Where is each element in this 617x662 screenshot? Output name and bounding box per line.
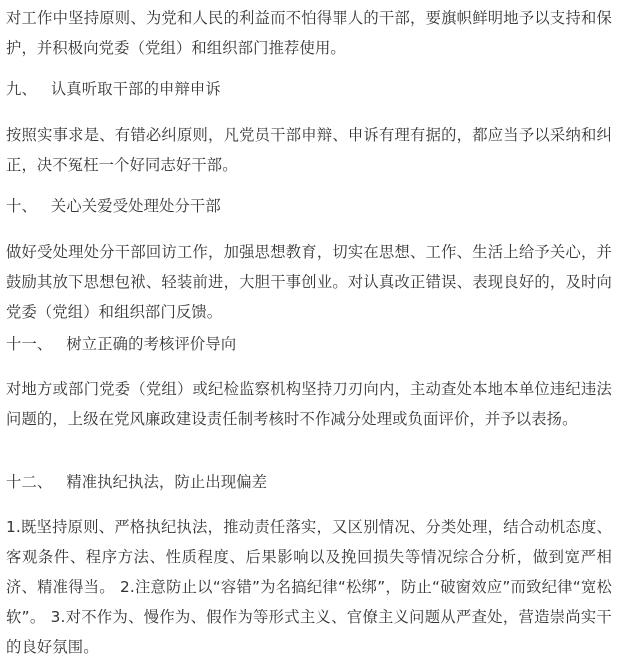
section-number: 九、 — [6, 80, 37, 98]
section-title: 精准执纪执法，防止出现偏差 — [66, 473, 268, 491]
section-body-9: 按照实事求是、有错必纠原则，凡党员干部申辩、申诉有理有据的，都应当予以采纳和纠正，决不冤枉一个好同志好干部。 — [6, 126, 612, 174]
section-title: 关心关爱受处理处分干部 — [50, 197, 221, 215]
section-heading-9 — [6, 74, 221, 104]
section-body-11: 对地方或部门党委（党组）或纪检监察机构坚持刀刃向内，主动查处本地本单位违纪违法问题的，上级在党风廉政建设责任制考核时不作减分处理或负面评价，并予以表扬。 — [6, 380, 612, 428]
section-heading-11 — [6, 329, 236, 359]
section-title: 树立正确的考核评价导向 — [66, 335, 237, 353]
section-body-12: 1.既坚持原则、严格执纪执法，推动责任落实，又区别情况、分类处理，结合动机态度、客观条件、程序方法、性质程度、后果影响以及挽回损失等情况综合分析，做到宽严相济、精准得当。 2.注意防止以“容错”为名搞纪律“松绑”，防止“破窗效应”而致纪律“宽松软”。 3.对不作为、慢作为、假作为等形式主义、官僚主义问题从严查处，营造崇尚实干的良好氛围。 — [6, 518, 612, 656]
section-heading-10 — [6, 191, 221, 221]
section-body-10: 做好受处理处分干部回访工作，加强思想教育，切实在思想、工作、生活上给予关心，并鼓励其放下思想包袱、轻装前进，大胆干事创业。对认真改正错误、表现良好的，及时向党委（党组）和组织部门反馈。 — [6, 243, 612, 321]
section-number: 十二、 — [6, 473, 53, 491]
intro-paragraph: 对工作中坚持原则、为党和人民的利益而不怕得罪人的干部，要旗帜鲜明地予以支持和保护，并积极向党委（党组）和组织部门推荐使用。 — [6, 9, 612, 57]
section-heading-12 — [6, 467, 267, 497]
section-title: 认真听取干部的申辩申诉 — [50, 80, 221, 98]
section-number: 十、 — [6, 197, 37, 215]
section-number: 十一、 — [6, 335, 53, 353]
